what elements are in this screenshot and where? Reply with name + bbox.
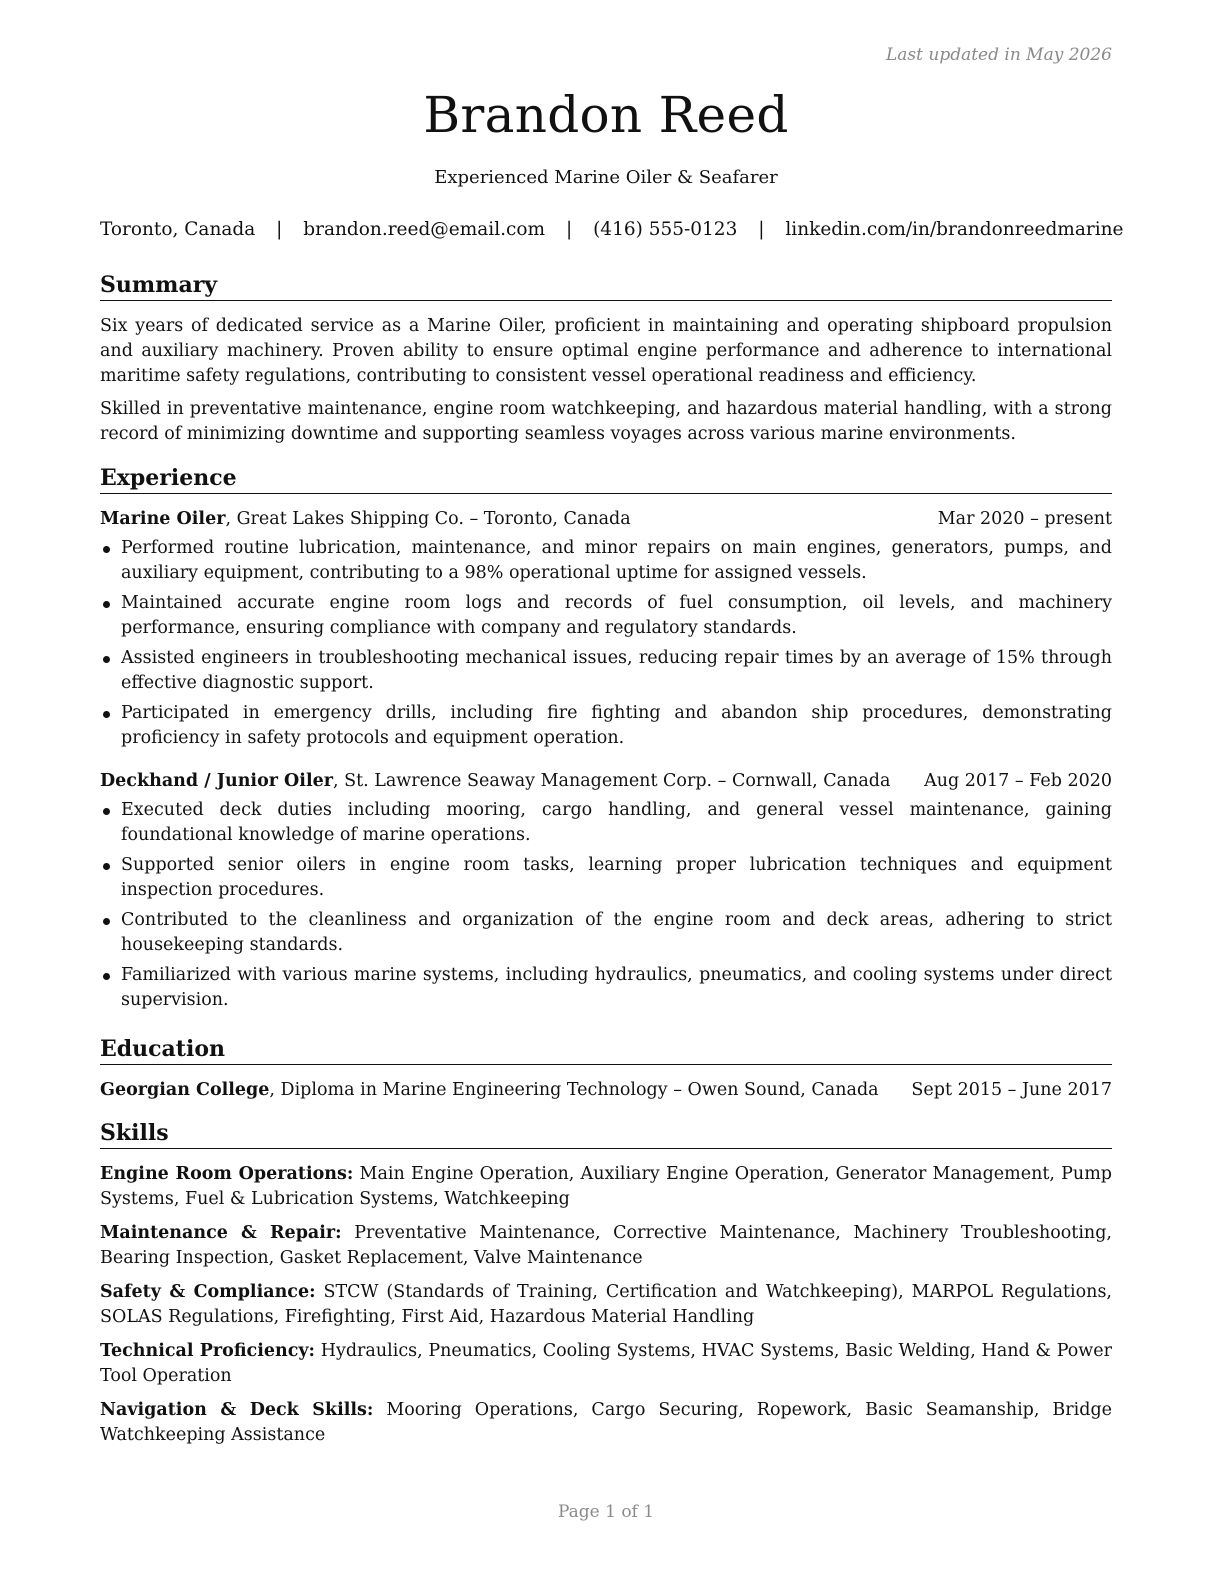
summary-section: [100, 271, 1112, 447]
bullet-icon: [103, 656, 110, 663]
skill-group: [100, 1339, 1112, 1389]
education-entry: [100, 1078, 1112, 1103]
list-item: Contributed to the cleanliness and organization of the engine room and deck areas, adhering to strict housekeeping standards.: [100, 908, 1112, 958]
job-header: [100, 507, 1112, 532]
skills-list: [100, 1162, 1112, 1448]
list-item: Assisted engineers in troubleshooting mechanical issues, reducing repair times by an average of 15% through effective diagnostic support.: [100, 646, 1112, 696]
education-section: [100, 1035, 1112, 1103]
list-item: Maintained accurate engine room logs and records of fuel consumption, oil levels, and machinery performance, ensuring compliance with company and regulatory standards.: [100, 591, 1112, 641]
experience-heading: Experience: [100, 464, 1112, 494]
skill-items: Hydraulics, Pneumatics, Cooling Systems, HVAC Systems, Basic Welding, Hand & Power Tool Operation: [100, 1341, 1112, 1386]
bullet-icon: [103, 601, 110, 608]
job-entry: [100, 769, 1112, 1013]
contact-email[interactable]: brandon.reed@email.com: [303, 219, 546, 240]
contact-line: [100, 219, 1124, 240]
summary-paragraph: Six years of dedicated service as a Marine Oiler, proficient in maintaining and operating shipboard propulsion and auxiliary machinery. Proven ability to ensure optimal engine performance and adherence to international maritime safety regulations, contributing to consistent vessel operational readiness and efficiency.: [100, 316, 1112, 386]
contact-separator: |: [758, 219, 765, 240]
skill-items: Main Engine Operation, Auxiliary Engine Operation, Generator Management, Pump Systems, Fuel & Lubrication Systems, Watchkeeping: [100, 1164, 1112, 1209]
job-role: Deckhand / Junior Oiler: [100, 771, 333, 791]
bullet-icon: [103, 546, 110, 553]
skill-items: STCW (Standards of Training, Certification and Watchkeeping), MARPOL Regulations, SOLAS Regulations, Firefighting, First Aid, Hazardous Material Handling: [100, 1282, 1112, 1327]
contact-phone[interactable]: (416) 555-0123: [593, 219, 738, 240]
skill-group: [100, 1280, 1112, 1330]
bullet-icon: [103, 918, 110, 925]
job-header: [100, 769, 1112, 794]
list-item: Familiarized with various marine systems, including hydraulics, pneumatics, and cooling systems under direct supervision.: [100, 963, 1112, 1013]
skill-label: Technical Proficiency:: [100, 1341, 315, 1361]
job-dates: Mar 2020 – present: [937, 509, 1112, 529]
bullet-icon: [103, 711, 110, 718]
last-updated-note: Last updated in May 2026: [885, 45, 1112, 65]
contact-separator: |: [276, 219, 283, 240]
job-role: Marine Oiler: [100, 509, 226, 529]
candidate-tagline: Experienced Marine Oiler & Seafarer: [434, 167, 778, 188]
contact-separator: |: [565, 219, 573, 240]
contact-location: Toronto, Canada: [100, 219, 256, 240]
list-item: Supported senior oilers in engine room tasks, learning proper lubrication techniques and equipment inspection procedures.: [100, 853, 1112, 903]
job-organization: , St. Lawrence Seaway Management Corp. – Cornwall, Canada: [332, 771, 891, 791]
job-organization: , Great Lakes Shipping Co. – Toronto, Canada: [225, 509, 631, 529]
skill-items: Preventative Maintenance, Corrective Maintenance, Machinery Troubleshooting, Bearing Inspection, Gasket Replacement, Valve Maintenance: [100, 1223, 1112, 1268]
contact-linkedin[interactable]: linkedin.com/in/brandonreedmarine: [785, 219, 1124, 240]
education-dates: Sept 2015 – June 2017: [911, 1080, 1112, 1100]
skills-heading: Skills: [100, 1119, 1112, 1149]
job-bullets: [100, 798, 1112, 1013]
skill-label: Navigation & Deck Skills:: [100, 1400, 374, 1420]
bullet-icon: [103, 863, 110, 870]
bullet-icon: [103, 808, 110, 815]
list-item: Executed deck duties including mooring, cargo handling, and general vessel maintenance, gaining foundational knowledge of marine operations.: [100, 798, 1112, 848]
skill-label: Safety & Compliance:: [100, 1282, 316, 1302]
skill-items: Mooring Operations, Cargo Securing, Ropework, Basic Seamanship, Bridge Watchkeeping Assistance: [100, 1400, 1113, 1445]
degree-detail: , Diploma in Marine Engineering Technology – Owen Sound, Canada: [269, 1080, 879, 1100]
skill-label: Maintenance & Repair:: [100, 1223, 342, 1243]
list-item: Participated in emergency drills, including fire fighting and abandon ship procedures, demonstrating proficiency in safety protocols and equipment operation.: [100, 701, 1112, 751]
job-entry: [100, 507, 1112, 751]
candidate-name: Brandon Reed: [423, 86, 789, 144]
experience-section: [100, 464, 1112, 1018]
education-heading: Education: [100, 1035, 1112, 1065]
page-number: Page 1 of 1: [557, 1502, 655, 1522]
bullet-icon: [103, 973, 110, 980]
skill-group: [100, 1221, 1112, 1271]
job-dates: Aug 2017 – Feb 2020: [924, 771, 1112, 791]
skill-group: [100, 1398, 1112, 1448]
skill-group: [100, 1162, 1112, 1212]
list-item: Performed routine lubrication, maintenance, and minor repairs on main engines, generators, pumps, and auxiliary equipment, contributing to a 98% operational uptime for assigned vessels.: [100, 536, 1112, 586]
resume-page: [100, 0, 1124, 1584]
school-name: Georgian College: [100, 1080, 270, 1100]
skill-label: Engine Room Operations:: [100, 1164, 354, 1184]
job-bullets: [100, 536, 1112, 751]
summary-paragraph: Skilled in preventative maintenance, engine room watchkeeping, and hazardous material handling, with a strong record of minimizing downtime and supporting seamless voyages across various marine environments.: [100, 399, 1112, 444]
summary-heading: Summary: [100, 271, 1112, 301]
skills-section: [100, 1119, 1112, 1457]
